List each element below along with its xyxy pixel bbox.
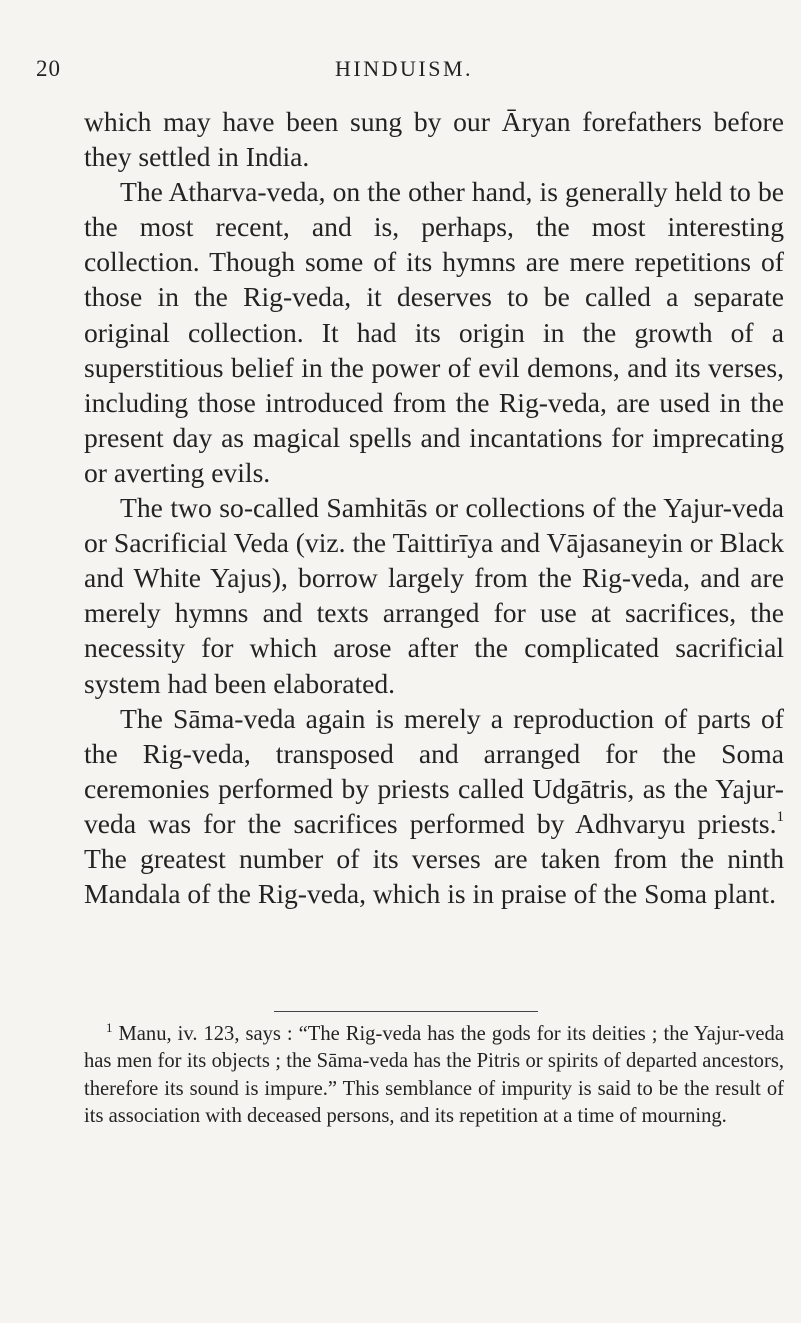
page-header xyxy=(36,56,772,88)
footnote-marker: 1 xyxy=(106,1020,113,1035)
footnote-reference: 1 xyxy=(776,808,784,825)
footnote xyxy=(84,1021,784,1131)
running-head: HINDUISM. xyxy=(335,56,473,81)
paragraph: The Atharva-veda, on the other hand, is generally held to be the most recent, and is, perhaps, the most interesting collection. Though some of its hymns are mere repetitions of those in the Rig-veda, it deserves to be called a separate original collection. It had its origin in the growth of a superstitious belief in the power of evil demons, and its verses, including those introduced from the Rig-veda, are used in the present day as magical spells and incantations for imprecating or averting evils. xyxy=(84,176,784,488)
paragraph-text: The greatest number of its verses are taken from the ninth Mandala of the Rig-veda, which is in praise of the Soma plant. xyxy=(84,842,784,910)
paragraph: which may have been sung by our Āryan forefathers before they settled in India. xyxy=(84,106,784,173)
body-text xyxy=(84,104,784,911)
footnote-divider xyxy=(274,1011,538,1012)
paragraph-text: The Sāma-veda again is merely a reproduction of parts of the Rig-veda, transposed and arranged for the Soma ceremonies performed by priests called Udgātris, as the Yajur-veda was for the sacrifices performed by Adhvaryu priests. xyxy=(84,702,784,839)
footnote-text: Manu, iv. 123, says : “The Rig-veda has the gods for its deities ; the Yajur-veda has men for its objects ; the Sāma-veda has the Pitris or spirits of departed ancestors, therefore its sound is impure.” This semblance of impurity is said to be the result of its association with deceased persons, and its repetition at a time of mourning. xyxy=(84,1023,784,1128)
paragraph-with-footnote-ref xyxy=(84,701,784,912)
paragraph: The two so-called Samhitās or collections of the Yajur-veda or Sacrificial Veda (viz. the Taittirīya and Vājasaneyin or Black and White Yajus), borrow largely from the Rig-veda, and are merely hymns and texts arranged for use at sacrifices, the necessity for which arose after the complicated sacrificial system had been elaborated. xyxy=(84,492,784,699)
page-number: 20 xyxy=(36,56,61,81)
